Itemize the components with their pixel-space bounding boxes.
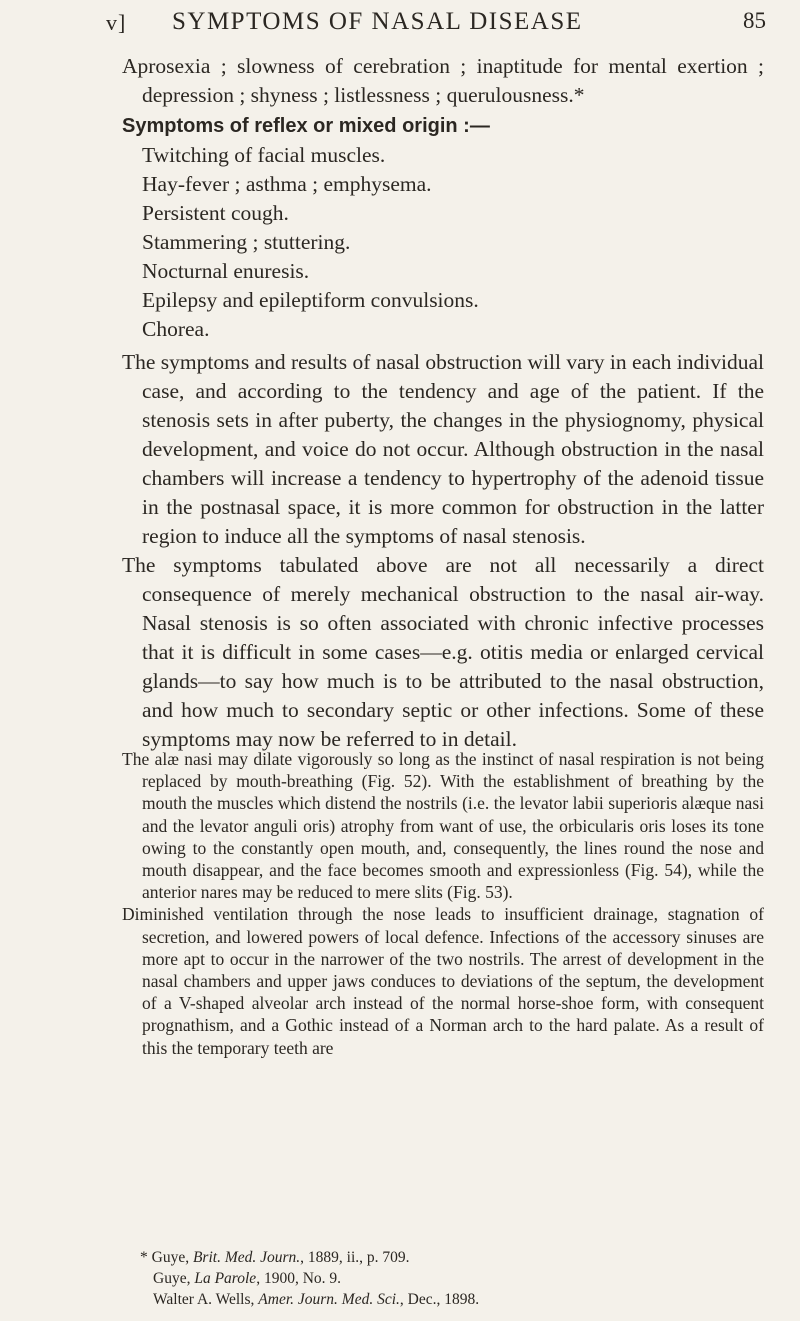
- page-number: 85: [743, 8, 766, 33]
- footnotes: [140, 1247, 760, 1310]
- detail-paragraph: Diminished ventilation through the nose leads to insufficient drainage, stagnation of secretion, and lowered powers of local defence. Infections of the accessory sinuses are more apt to occur in the narrower of the two nostrils. The arrest of development in the nasal chambers and upper jaws conduces to deviations of the septum, the development of a V-shaped alveolar arch instead of the normal horse-shoe form, with consequent prognathism, and a Gothic instead of a Norman arch to the hard palate. As a result of this the temporary teeth are: [122, 904, 764, 1058]
- running-head: [106, 8, 766, 40]
- running-title: SYMPTOMS OF NASAL DISEASE: [172, 8, 583, 35]
- footnote-line: Guye, La Parole, 1900, No. 9.: [153, 1270, 342, 1287]
- section-heading: Symptoms of reflex or mixed origin :—: [122, 115, 490, 137]
- symptom-item: Stammering ; stuttering.: [142, 230, 351, 254]
- symptom-item: Nocturnal enuresis.: [142, 259, 310, 283]
- body-paragraph: The symptoms and results of nasal obstruction will vary in each individual case, and according to the tendency and age of the patient. If the stenosis sets in after puberty, the changes in the physiognomy, physical development, and voice do not occur. Although obstruction in the nasal chambers will increase a tendency to hypertrophy of the adenoid tissue in the postnasal space, it is more common for obstruction in the latter region to induce all the symptoms of nasal stenosis.: [122, 350, 764, 548]
- symptom-item: Twitching of facial muscles.: [142, 143, 386, 167]
- symptom-item: Persistent cough.: [142, 201, 289, 225]
- body-paragraph: The symptoms tabulated above are not all necessarily a direct consequence of merely mechanical obstruction to the nasal air-way. Nasal stenosis is so often associated with chronic infective processes that it is difficult in some cases—e.g. otitis media or enlarged cervical glands—to say how much is to be attributed to the nasal obstruction, and how much to secondary septic or other infections. Some of these symptoms may now be referred to in detail.: [122, 553, 764, 751]
- chapter-number: v]: [106, 10, 127, 35]
- detail-paragraph: The alæ nasi may dilate vigorously so long as the instinct of nasal respiration is not being replaced by mouth-breathing (Fig. 52). With the establishment of breathing by the mouth the muscles which distend the nostrils (i.e. the levator labii superioris alæque nasi and the levator anguli oris) atrophy from want of use, the orbicularis oris loses its tone owing to the constantly open mouth, and, consequently, the lines round the nose and mouth disappear, and the face becomes smooth and expressionless (Fig. 54), while the anterior nares may be reduced to mere slits (Fig. 53).: [122, 749, 764, 903]
- small-text-block: [122, 748, 764, 1059]
- reflex-section: [122, 112, 764, 344]
- main-text-block: [122, 52, 764, 754]
- opening-paragraph: Aprosexia ; slowness of cerebration ; inaptitude for mental exertion ; depression ; shyness ; listlessness ; querulousness.*: [122, 54, 764, 107]
- symptom-item: Epilepsy and epileptiform convulsions.: [142, 288, 479, 312]
- footnote-line: * Guye, Brit. Med. Journ., 1889, ii., p. 709.: [140, 1249, 410, 1266]
- symptom-item: Chorea.: [142, 317, 210, 341]
- symptom-item: Hay-fever ; asthma ; emphysema.: [142, 172, 432, 196]
- footnote-line: Walter A. Wells, Amer. Journ. Med. Sci., Dec., 1898.: [153, 1291, 480, 1308]
